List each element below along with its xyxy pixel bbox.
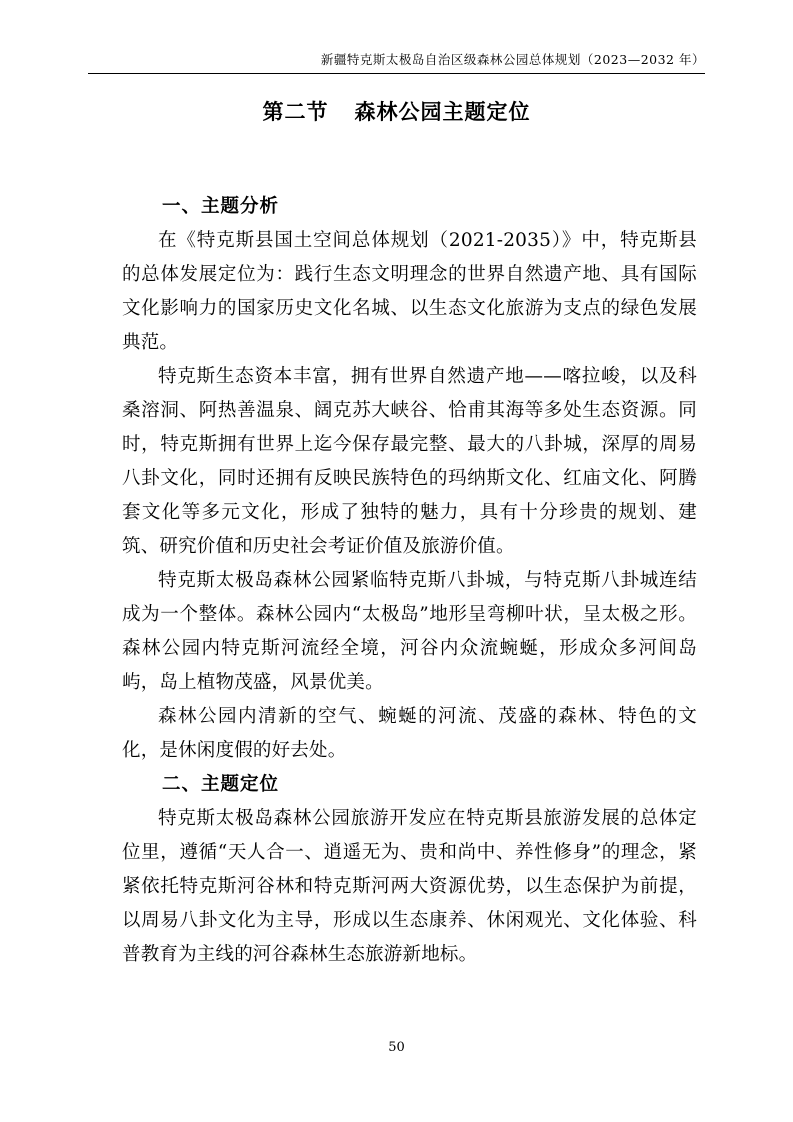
section-number: 第二节 <box>262 100 329 124</box>
body-text <box>122 190 697 972</box>
paragraph: 在《特克斯县国土空间总体规划（2021-2035）》中，特克斯县的总体发展定位为：践行生态文明理念的世界自然遗产地、具有国际文化影响力的国家历史文化名城、以生态文化旅游为支点的绿色发展典范。 <box>122 230 697 353</box>
section-title <box>0 96 793 126</box>
page-number: 50 <box>388 1040 405 1055</box>
paragraph: 特克斯太极岛森林公园旅游开发应在特克斯县旅游发展的总体定位里，遵循“天人合一、逍遥无为、贵和尚中、养性修身”的理念，紧紧依托特克斯河谷林和特克斯河两大资源优势，以生态保护为前提，以周易八卦文化为主导，形成以生态康养、休闲观光、文化体验、科普教育为主线的河谷森林生态旅游新地标。 <box>122 808 697 965</box>
paragraph: 特克斯太极岛森林公园紧临特克斯八卦城，与特克斯八卦城连结成为一个整体。森林公园内“太极岛”地形呈弯柳叶状，呈太极之形。森林公园内特克斯河流经全境，河谷内众流蜿蜒，形成众多河间岛屿，岛上植物茂盛，风景优美。 <box>122 570 697 693</box>
running-header: 新疆特克斯太极岛自治区级森林公园总体规划（2023—2032 年） <box>88 50 705 74</box>
paragraph: 森林公园内清新的空气、蜿蜒的河流、茂盛的森林、特色的文化，是休闲度假的好去处。 <box>122 706 697 761</box>
subsection-heading-2: 二、主题定位 <box>162 774 280 795</box>
subsection-heading-1: 一、主题分析 <box>162 196 280 217</box>
section-title-text: 森林公园主题定位 <box>354 100 531 124</box>
paragraph: 特克斯生态资本丰富，拥有世界自然遗产地——喀拉峻，以及科桑溶洞、阿热善温泉、阔克苏大峡谷、恰甫其海等多处生态资源。同时，特克斯拥有世界上迄今保存最完整、最大的八卦城，深厚的周易八卦文化，同时还拥有反映民族特色的玛纳斯文化、红庙文化、阿腾套文化等多元文化，形成了独特的魅力，具有十分珍贵的规划、建筑、研究价值和历史社会考证价值及旅游价值。 <box>122 366 697 557</box>
